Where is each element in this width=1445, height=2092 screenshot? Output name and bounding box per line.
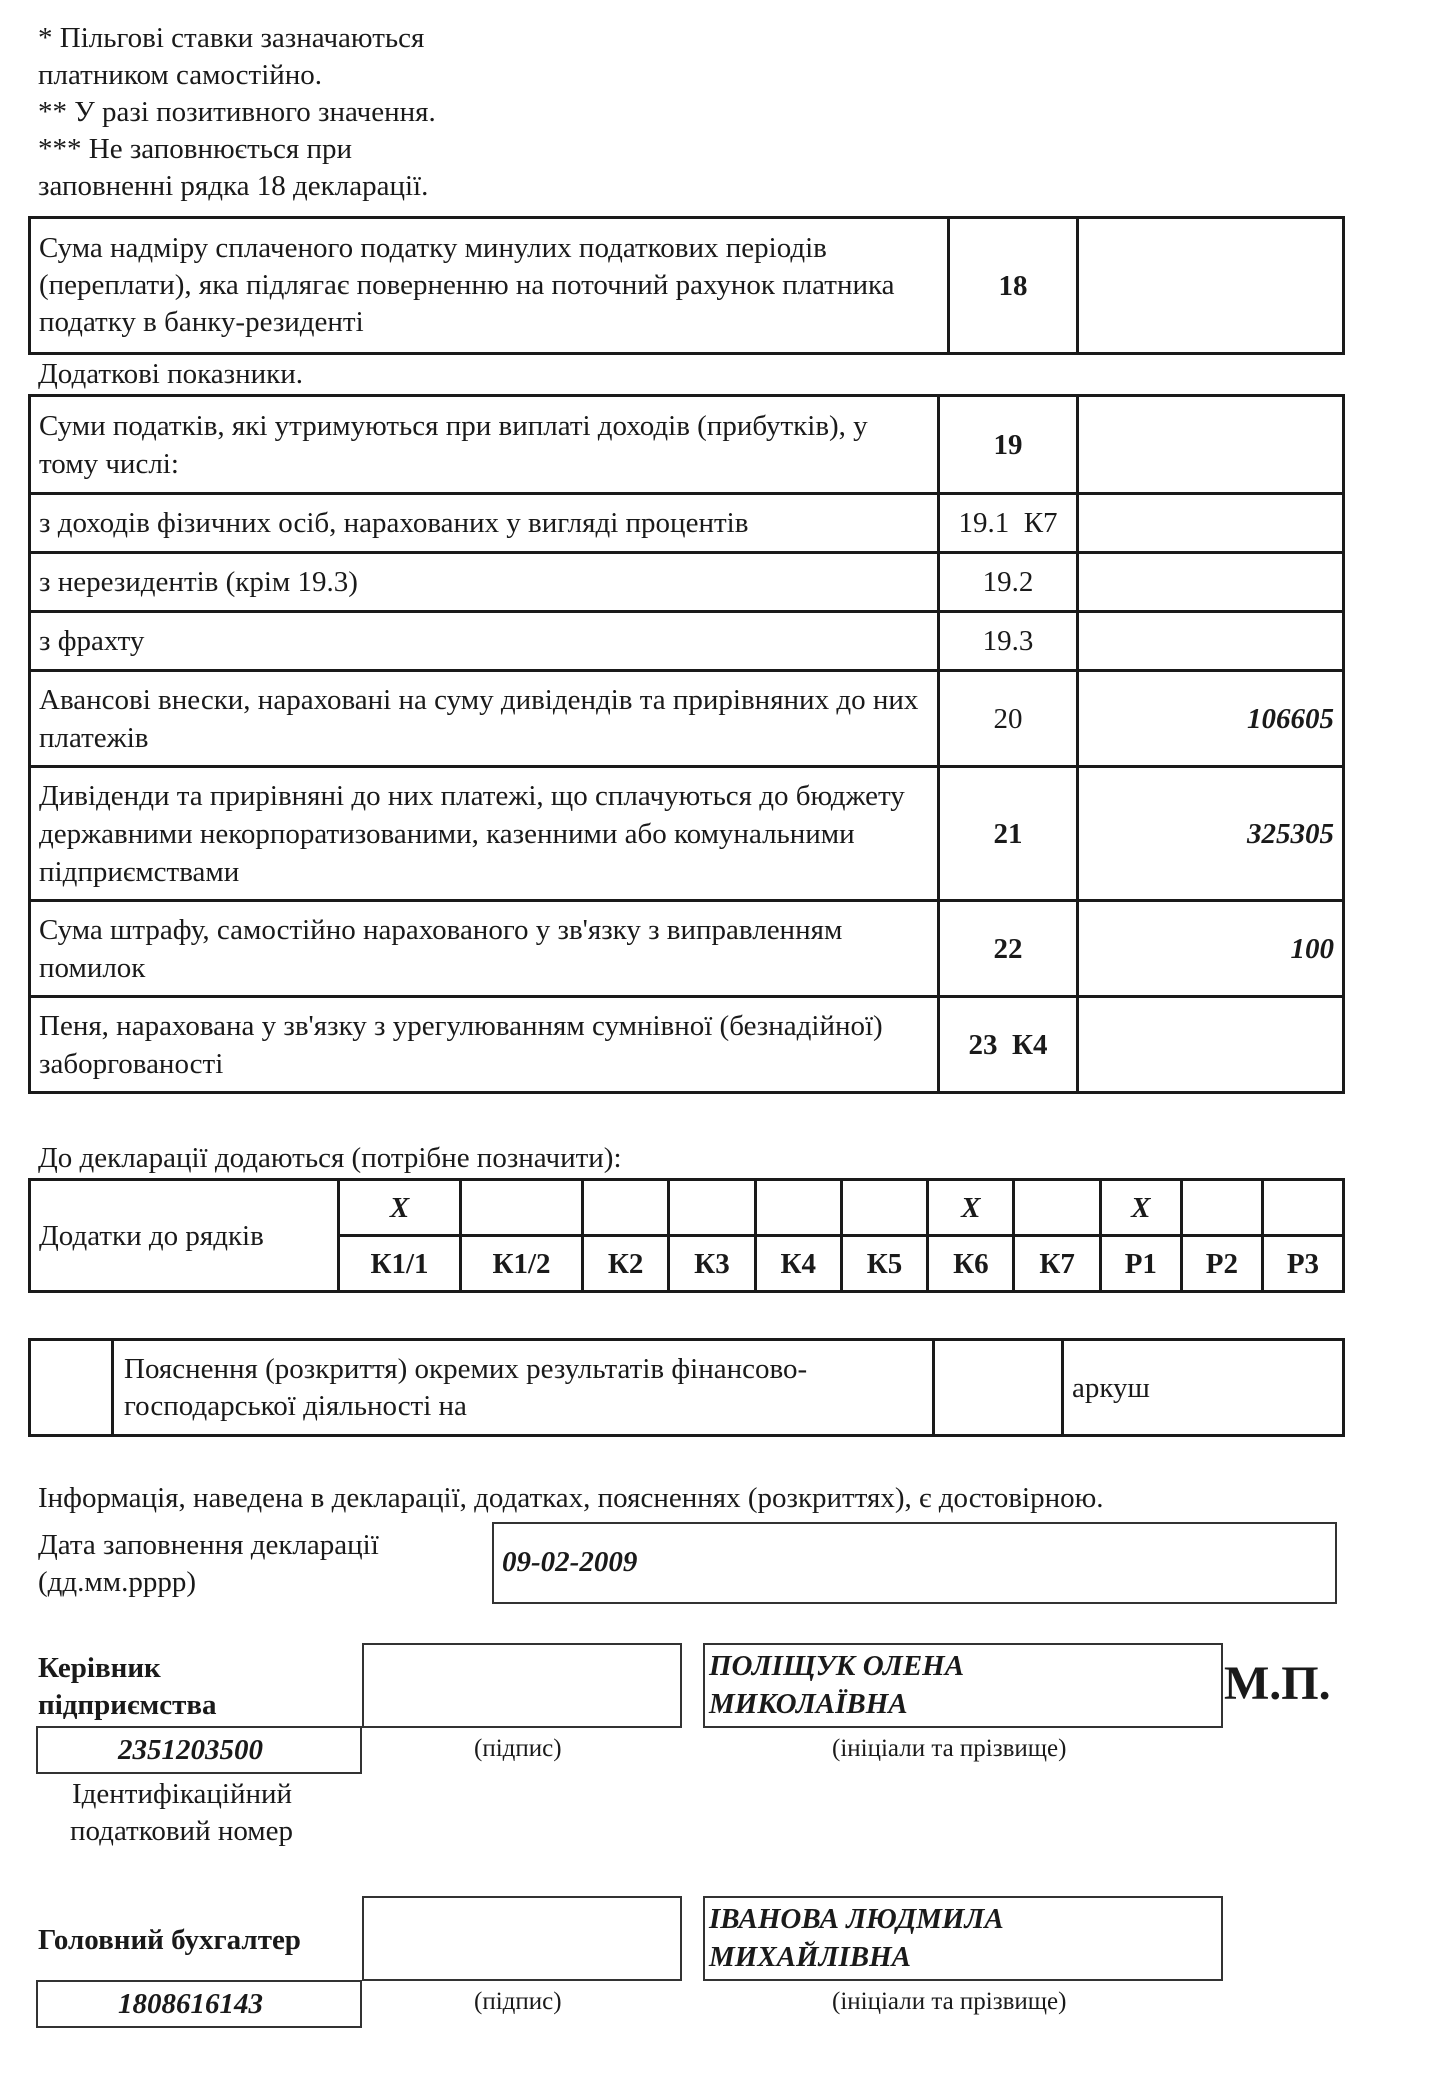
table-row (30, 901, 1344, 997)
head-name-caption: (ініціали та прізвище) (832, 1735, 1067, 1762)
row-text: Авансові внески, нараховані на суму дивідендів та прирівняних до них платежів (30, 671, 939, 767)
row-text: Пеня, нарахована у зв'язку з урегулюванням сумнівної (безнадійної) заборгованості (30, 997, 939, 1093)
row18-value[interactable] (1078, 218, 1344, 354)
head-name-field[interactable] (703, 1643, 1223, 1728)
head-signature-box[interactable] (362, 1643, 682, 1728)
attachment-code: К4 (755, 1236, 841, 1292)
accountant-tax-id: 1808616143 (118, 1988, 263, 2020)
row-value[interactable] (1078, 553, 1344, 612)
head-role (38, 1650, 217, 1724)
explanation-checkbox[interactable] (30, 1340, 113, 1436)
attachment-code: К2 (583, 1236, 669, 1292)
footnotes (38, 20, 436, 205)
accountant-name-field[interactable] (703, 1896, 1223, 1981)
row-code: 19.2 (939, 553, 1078, 612)
attachments-table (28, 1178, 1345, 1293)
attachment-code: К3 (669, 1236, 755, 1292)
attachment-mark[interactable] (1181, 1180, 1262, 1236)
id-caption-line: Ідентифікаційний (72, 1778, 293, 1810)
attachment-code: К6 (928, 1236, 1014, 1292)
head-name (709, 1647, 964, 1723)
attachment-mark[interactable]: Х (928, 1180, 1014, 1236)
stamp-label: М.П. (1224, 1657, 1331, 1710)
attachment-mark[interactable] (461, 1180, 583, 1236)
explanation-text: Пояснення (розкриття) окремих результатів фінансово-господарської діяльності на (113, 1340, 934, 1436)
table-row (30, 671, 1344, 767)
date-value: 09-02-2009 (502, 1546, 638, 1578)
table-row (30, 612, 1344, 671)
attachment-mark[interactable] (583, 1180, 669, 1236)
head-name-line: ПОЛІЩУК ОЛЕНА (709, 1650, 965, 1682)
explanation-table (28, 1338, 1345, 1437)
accountant-name-line: МИХАЙЛІВНА (709, 1941, 912, 1973)
attachments-title: До декларації додаються (потрібне позначити): (38, 1142, 622, 1174)
row-value[interactable]: 106605 (1078, 671, 1344, 767)
row18-code: 18 (949, 218, 1078, 354)
row-code: 19 (939, 396, 1078, 494)
row-code: 21 (939, 767, 1078, 901)
row-value[interactable] (1078, 396, 1344, 494)
id-caption (70, 1776, 293, 1850)
table-row (30, 553, 1344, 612)
row-code: 22 (939, 901, 1078, 997)
attachment-mark[interactable] (755, 1180, 841, 1236)
table-row (30, 997, 1344, 1093)
additional-title: Додаткові показники. (38, 358, 304, 390)
row-code: 19.1 К7 (939, 494, 1078, 553)
row-text: Сума штрафу, самостійно нарахованого у зв'язку з виправленням помилок (30, 901, 939, 997)
attachment-code: Р2 (1181, 1236, 1262, 1292)
head-name-line: МИКОЛАЇВНА (709, 1688, 908, 1720)
row-value[interactable] (1078, 997, 1344, 1093)
footnote-line: *** Не заповнюється при (38, 133, 353, 165)
accountant-signature-box[interactable] (362, 1896, 682, 1981)
attachment-code: К7 (1014, 1236, 1100, 1292)
attachment-code: К1/1 (339, 1236, 461, 1292)
attachment-mark[interactable]: Х (339, 1180, 461, 1236)
head-sign-caption: (підпис) (474, 1735, 562, 1762)
footnote-line: * Пільгові ставки зазначаються (38, 22, 425, 54)
explanation-count[interactable] (934, 1340, 1063, 1436)
table-row (30, 767, 1344, 901)
id-caption-line: податковий номер (70, 1815, 294, 1847)
footnote-line: заповненні рядка 18 декларації. (38, 170, 429, 202)
row-value[interactable]: 325305 (1078, 767, 1344, 901)
indicators-table (28, 394, 1345, 1094)
row-text: з нерезидентів (крім 19.3) (30, 553, 939, 612)
head-role-line: підприємства (38, 1689, 217, 1721)
table-row (30, 396, 1344, 494)
head-role-line: Керівник (38, 1652, 161, 1684)
row-text: Дивіденди та прирівняні до них платежі, що сплачуються до бюджету державними некорпоратизованими, казенними або комунальними підприємствами (30, 767, 939, 901)
accountant-sign-caption: (підпис) (474, 1988, 562, 2015)
attachment-mark[interactable] (669, 1180, 755, 1236)
footnote-line: ** У разі позитивного значення. (38, 96, 436, 128)
accountant-name (709, 1900, 1004, 1976)
row-code: 23 К4 (939, 997, 1078, 1093)
attachment-code: Р1 (1100, 1236, 1181, 1292)
head-tax-id: 2351203500 (118, 1734, 263, 1766)
row-code: 19.3 (939, 612, 1078, 671)
row-text: Суми податків, які утримуються при виплаті доходів (прибутків), у тому числі: (30, 396, 939, 494)
accountant-name-caption: (ініціали та прізвище) (832, 1988, 1067, 2015)
statement: Інформація, наведена в декларації, додатках, поясненнях (розкриттях), є достовірною. (38, 1482, 1104, 1514)
date-field[interactable] (492, 1522, 1337, 1604)
accountant-role: Головний бухгалтер (38, 1924, 301, 1956)
explanation-unit: аркуш (1063, 1340, 1344, 1436)
row-value[interactable] (1078, 612, 1344, 671)
attachment-mark[interactable] (841, 1180, 927, 1236)
attachments-label: Додатки до рядків (30, 1180, 339, 1292)
attachment-code: Р3 (1262, 1236, 1343, 1292)
row-value[interactable]: 100 (1078, 901, 1344, 997)
row-code: 20 (939, 671, 1078, 767)
attachment-code: К1/2 (461, 1236, 583, 1292)
row-text: з фрахту (30, 612, 939, 671)
footnote-line: платником самостійно. (38, 59, 323, 91)
attachment-code: К5 (841, 1236, 927, 1292)
row18-table (28, 216, 1345, 355)
attachment-mark[interactable]: Х (1100, 1180, 1181, 1236)
head-tax-id-field[interactable] (36, 1726, 362, 1774)
table-row (30, 494, 1344, 553)
row-text: з доходів фізичних осіб, нарахованих у вигляді процентів (30, 494, 939, 553)
row-value[interactable] (1078, 494, 1344, 553)
attachment-mark[interactable] (1014, 1180, 1100, 1236)
row18-text: Сума надміру сплаченого податку минулих податкових періодів (переплати), яка підлягає поверненню на поточний рахунок платника податку в банку-резиденті (30, 218, 949, 354)
accountant-name-line: ІВАНОВА ЛЮДМИЛА (709, 1903, 1004, 1935)
accountant-tax-id-field[interactable] (36, 1980, 362, 2028)
date-label: Дата заповнення декларації (дд.мм.рррр) (38, 1529, 379, 1598)
attachment-mark[interactable] (1262, 1180, 1343, 1236)
